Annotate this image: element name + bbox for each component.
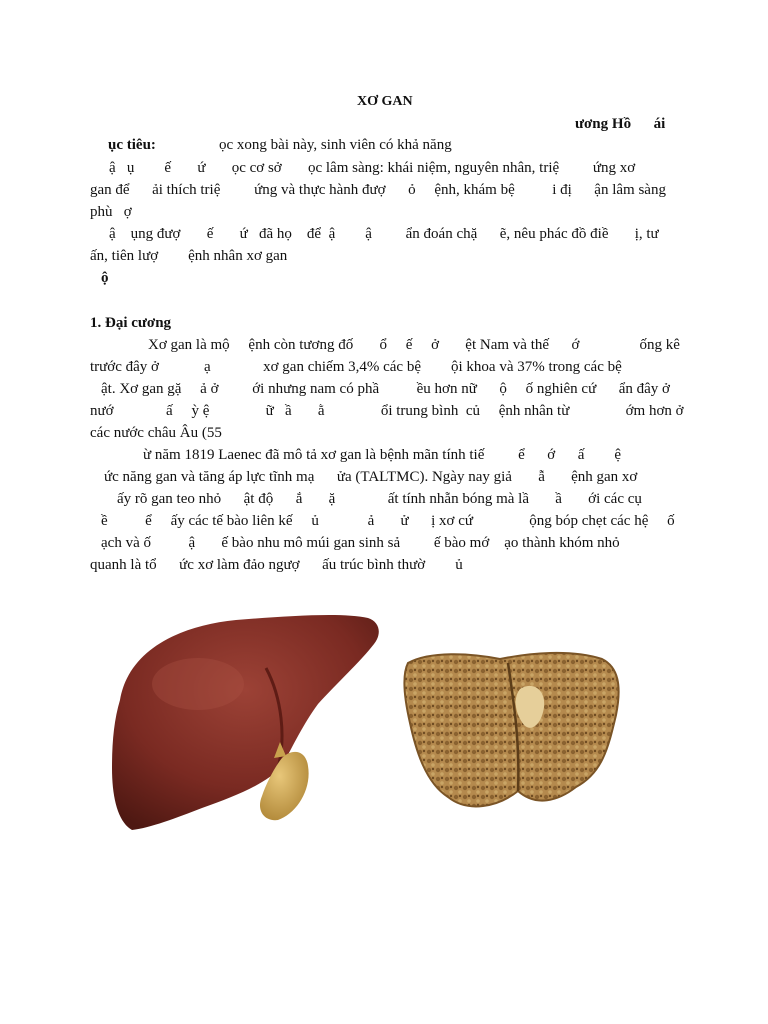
document-author: ương Hồ ái xyxy=(575,116,666,132)
paragraph-2-line-2: ức năng gan và tăng áp lực tĩnh mạ ửa (TALTMC). Ngày nay giả ẫ ệnh gan xơ xyxy=(104,469,638,485)
paragraph-1-line-2: trước đây ở ạ xơ gan chiếm 3,4% các bệ ội khoa và 37% trong các bệ xyxy=(90,359,622,375)
objective-1-line-3: phù ợ xyxy=(90,204,132,220)
paragraph-2-line-3: ấy rõ gan teo nhỏ ật độ ắ ặ ất tính nhẵn bóng mà lầ ầ ới các cụ xyxy=(117,491,642,507)
normal-liver-image xyxy=(106,608,382,832)
objective-2-line-2: ấn, tiên lượ ệnh nhân xơ gan xyxy=(90,248,288,264)
document-title: XƠ GAN xyxy=(357,94,413,109)
objective-3: ộ xyxy=(101,270,109,286)
cirrhotic-liver-image xyxy=(390,623,632,830)
paragraph-2-line-4: ề ể ấy các tế bào liên kế ủ ả ử ị xơ cứ ộng bóp chẹt các hệ ố xyxy=(101,513,675,529)
paragraph-2-line-1: ừ năm 1819 Laenec đã mô tả xơ gan là bệnh mãn tính tiế ể ớ ấ ệ xyxy=(143,447,622,463)
paragraph-1-line-3: ật. Xơ gan gặ ả ở ới nhưng nam có phầ ều hơn nữ ộ ố nghiên cứ ẩn đây ở xyxy=(101,381,670,397)
paragraph-2-line-6: quanh là tổ ức xơ làm đảo ngượ ấu trúc bình thườ ủ xyxy=(90,557,463,573)
objectives-heading: ục tiêu: xyxy=(108,137,156,153)
section-1-heading: 1. Đại cương xyxy=(90,315,172,331)
paragraph-2-line-5: ạch và ố ậ ế bào nhu mô múi gan sinh sả ế bào mớ ạo thành khóm nhỏ xyxy=(101,535,620,551)
paragraph-1-line-4: nướ ấ ỳ ệ ữ ầ ằ ổi trung bình củ ệnh nhân từ ớm hơn ở xyxy=(90,403,684,419)
paragraph-1-line-5: các nước châu Âu (55 xyxy=(90,425,222,441)
objective-1-line-1: ậ ụ ế ứ ọc cơ sở ọc lâm sàng: khái niệm, nguyên nhân, triệ ứng xơ xyxy=(109,160,636,176)
objective-2-line-1: ậ ụng đượ ế ứ đã họ để ậ ậ ẩn đoán chặ ẽ, nêu phác đồ điề ị, tư xyxy=(109,226,659,242)
liver-lobe-shape xyxy=(112,615,379,830)
objectives-intro: ọc xong bài này, sinh viên có khả năng xyxy=(219,137,452,153)
objective-1-line-2: gan để ải thích triệ ứng và thực hành đượ ỏ ệnh, khám bệ i đị ận lâm sàng xyxy=(90,182,666,198)
paragraph-1-line-1: Xơ gan là mộ ệnh còn tương đố ổ ế ở ệt Nam và thế ớ ống kê xyxy=(148,337,680,353)
